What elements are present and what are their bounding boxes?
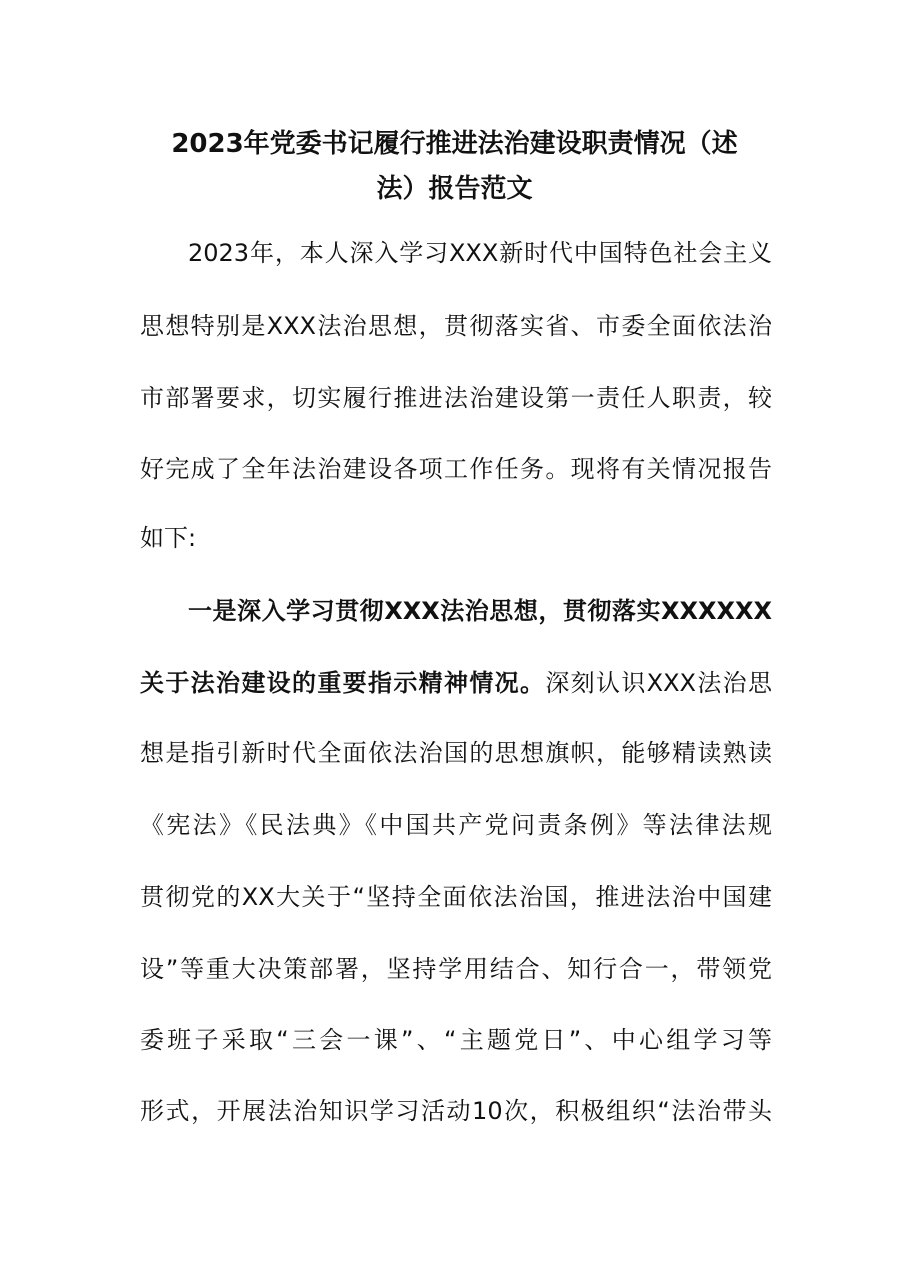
paragraph-2-line-2: [140, 666, 772, 700]
paragraph-2-line-7: 委班子采取“三会一课”、“主题党日”、中心组学习等: [140, 1026, 772, 1054]
paragraph-2-line-2-rest: 深刻认识XXX法治思: [545, 669, 773, 697]
paragraph-1-line-1: 2023年，本人深入学习XXX新时代中国特色社会主义: [188, 239, 772, 267]
paragraph-1-line-3: 市部署要求，切实履行推进法治建设第一责任人职责，较: [140, 384, 772, 412]
paragraph-2-line-5: 贯彻党的XX大关于“坚持全面依法治国，推进法治中国建: [140, 883, 772, 911]
paragraph-1-line-4: 好完成了全年法治建设各项工作任务。现将有关情况报告: [140, 455, 772, 483]
paragraph-2-line-3: 想是指引新时代全面依法治国的思想旗帜，能够精读熟读: [140, 739, 772, 767]
paragraph-2-line-4: 《宪法》《民法典》《中国共产党问责条例》等法律法规: [140, 811, 772, 839]
paragraph-2-line-8: 形式，开展法治知识学习活动10次，积极组织“法治带头: [140, 1097, 772, 1125]
paragraph-1-line-2: 思想特别是XXX法治思想，贯彻落实省、市委全面依法治: [140, 312, 772, 340]
document-title-line-2: 法）报告范文: [376, 174, 533, 204]
paragraph-1-line-5: 如下:: [140, 524, 197, 552]
paragraph-2-heading-line-2: 关于法治建设的重要指示精神情况。: [140, 669, 546, 697]
paragraph-2-line-6: 设”等重大决策部署，坚持学用结合、知行合一，带领党: [140, 955, 772, 983]
paragraph-2-heading-line-1: 一是深入学习贯彻XXX法治思想，贯彻落实XXXXXX: [188, 597, 772, 625]
document-title-line-1: 2023年党委书记履行推进法治建设职责情况（述: [171, 129, 738, 159]
